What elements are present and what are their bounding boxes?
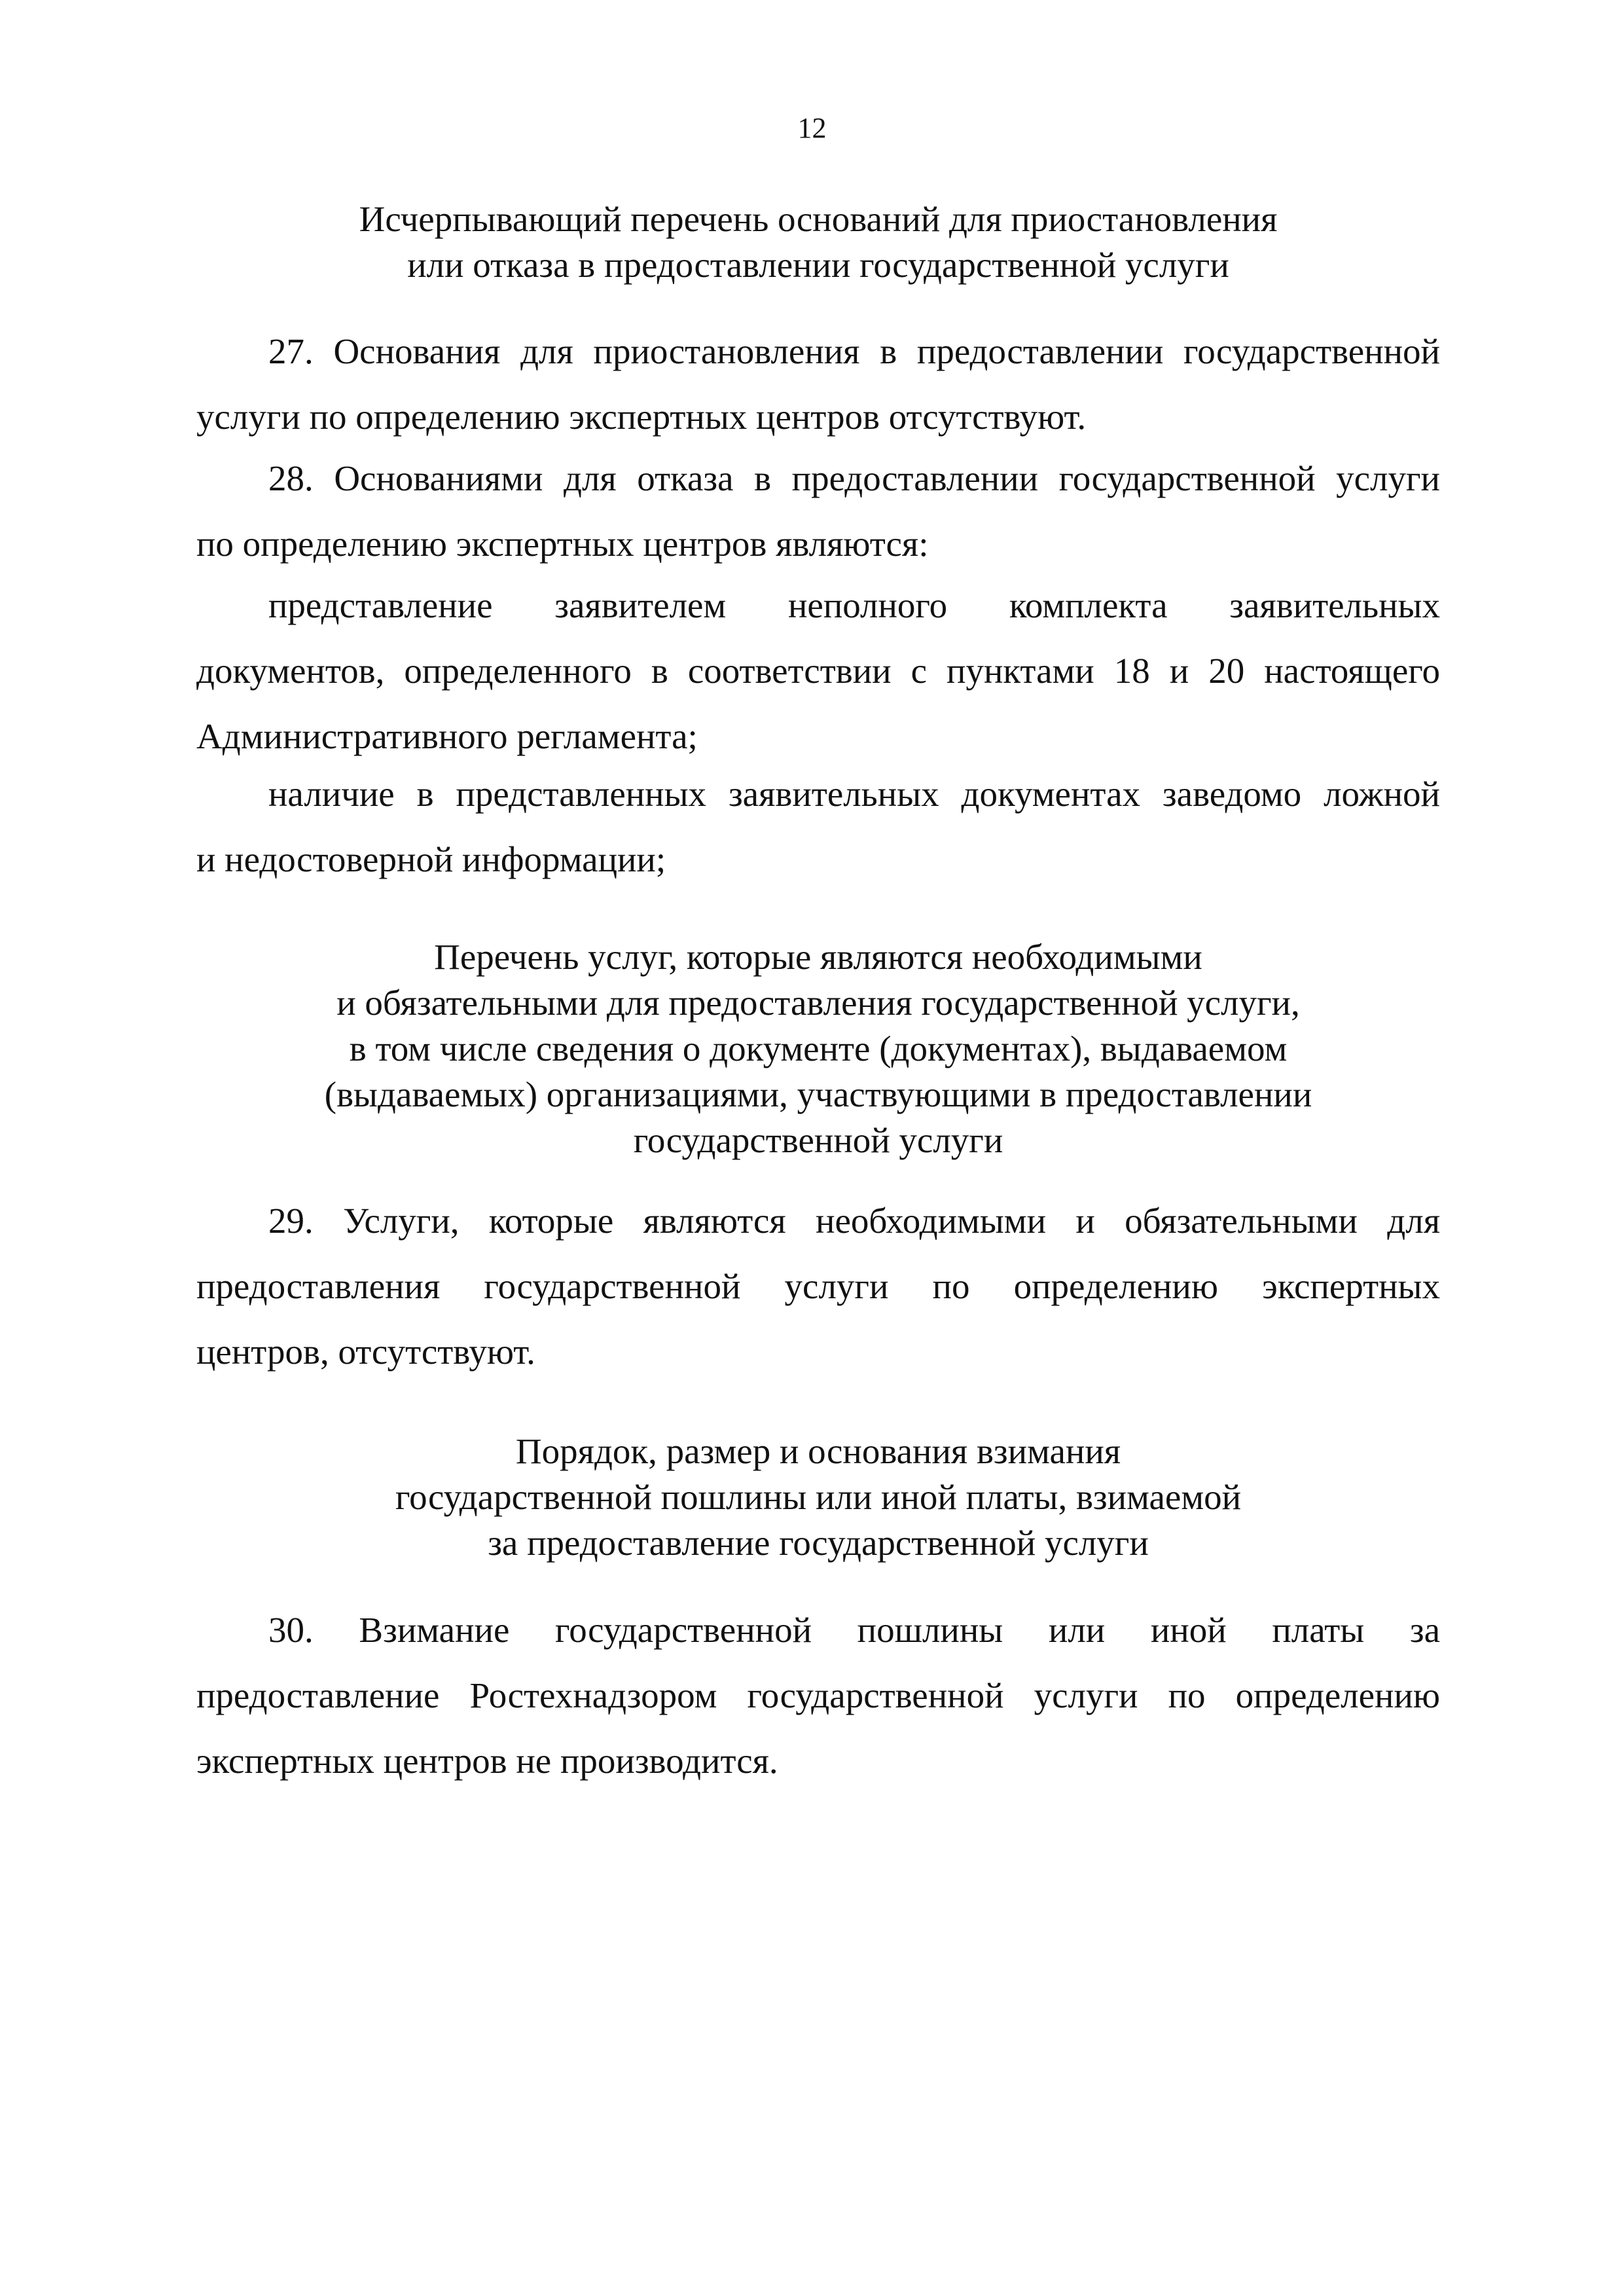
- section-heading-grounds-for-refusal: [196, 196, 1440, 288]
- word: пошлины: [857, 1610, 1003, 1650]
- heading-line: в том числе сведения о документе (документах), выдаваемом: [349, 1029, 1288, 1068]
- word: за: [1409, 1610, 1440, 1650]
- heading-line: Порядок, размер и основания взимания: [515, 1431, 1121, 1471]
- paragraph-line: услуги по определению экспертных центров отсутствуют.: [196, 397, 1087, 437]
- paragraph-29: [196, 1188, 1440, 1385]
- heading-line: и обязательными для предоставления государственной услуги,: [336, 983, 1300, 1023]
- paragraph-line: [196, 638, 1440, 704]
- word: иной: [1150, 1610, 1227, 1650]
- word: или: [1048, 1610, 1106, 1650]
- word: государственной: [555, 1610, 812, 1650]
- word: неполного: [788, 585, 948, 625]
- paragraph-line: [196, 1188, 1440, 1254]
- paragraph-line: центров, отсутствуют.: [196, 1332, 535, 1372]
- heading-line: Перечень услуг, которые являются необходимыми: [434, 937, 1202, 977]
- line-text: 27. Основания для приостановления в предоставлении государственной: [268, 331, 1440, 371]
- word: заявителем: [554, 585, 727, 625]
- word: комплекта: [1009, 585, 1168, 625]
- paragraph-30: [196, 1597, 1440, 1794]
- word: заявительных: [1229, 585, 1440, 625]
- paragraph-line: [196, 573, 1440, 638]
- paragraph-line: экспертных центров не производится.: [196, 1741, 778, 1781]
- paragraph-line: [196, 1254, 1440, 1319]
- heading-line: за предоставление государственной услуги: [488, 1523, 1149, 1563]
- line-text: предоставление Ростехнадзором государственной услуги по определению: [196, 1675, 1440, 1715]
- heading-line: (выдаваемых) организациями, участвующими в предоставлении: [324, 1074, 1312, 1114]
- paragraph-28-item-incomplete-documents: [196, 573, 1440, 769]
- line-text: документов, определенного в соответствии с пунктами 18 и 20 настоящего: [196, 651, 1440, 691]
- paragraph-line: [196, 1597, 1440, 1663]
- paragraph-line: Административного регламента;: [196, 716, 698, 756]
- word: 30.: [268, 1610, 314, 1650]
- paragraph-line: по определению экспертных центров являются:: [196, 524, 929, 564]
- paragraph-line: [196, 319, 1440, 384]
- word: представление: [268, 585, 493, 625]
- heading-line: или отказа в предоставлении государственной услуги: [407, 245, 1229, 285]
- heading-line: государственной услуги: [633, 1120, 1003, 1160]
- paragraph-line: [196, 1663, 1440, 1728]
- paragraph-line: [196, 446, 1440, 511]
- line-text: 29. Услуги, которые являются необходимыми и обязательными для: [268, 1201, 1440, 1241]
- line-text: наличие в представленных заявительных документах заведомо ложной: [268, 774, 1440, 814]
- paragraph-27: [196, 319, 1440, 450]
- paragraph-line: [196, 761, 1440, 827]
- paragraph-28-item-false-information: [196, 761, 1440, 892]
- word: платы: [1272, 1610, 1365, 1650]
- section-heading-required-services: [196, 934, 1440, 1163]
- line-text: предоставления государственной услуги по определению экспертных: [196, 1266, 1440, 1306]
- line-text: 28. Основаниями для отказа в предоставлении государственной услуги: [268, 458, 1440, 498]
- page-number: 12: [797, 112, 827, 144]
- paragraph-line: и недостоверной информации;: [196, 839, 666, 879]
- word: Взимание: [359, 1610, 510, 1650]
- heading-line: Исчерпывающий перечень оснований для приостановления: [359, 199, 1278, 239]
- paragraph-28: [196, 446, 1440, 577]
- section-heading-state-duty: [196, 1429, 1440, 1566]
- heading-line: государственной пошлины или иной платы, взимаемой: [395, 1477, 1242, 1517]
